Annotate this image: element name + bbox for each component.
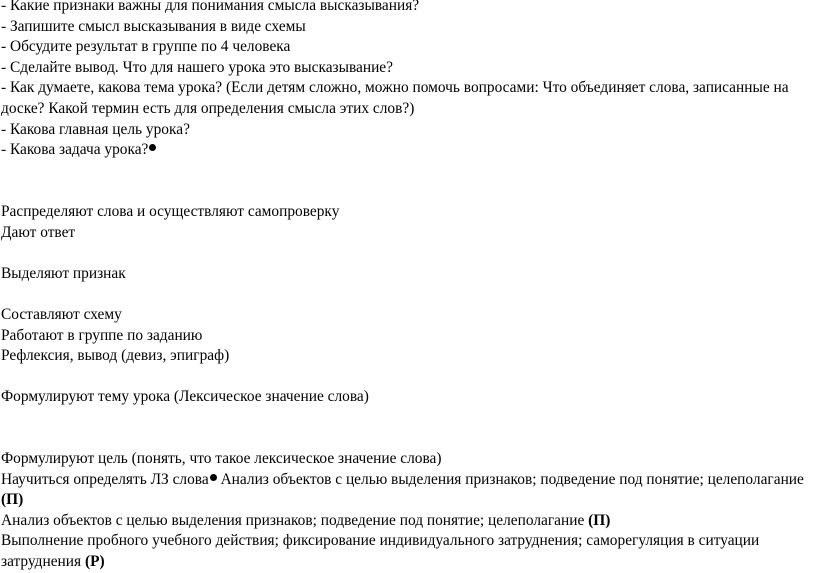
activity-reflection: Рефлексия, вывод (девиз, эпиграф) bbox=[1, 347, 230, 365]
outcome-1-mark: (П) bbox=[1, 491, 24, 509]
question-3: - Обсудите результат в группе по 4 человека bbox=[1, 38, 291, 56]
activity-formulate-goal: Формулируют цель (понять, что такое лексическое значение слова) bbox=[1, 450, 442, 468]
spacer bbox=[1, 161, 813, 202]
outcome-3-mark: (Р) bbox=[84, 553, 105, 571]
question-6: - Какова главная цель урока? bbox=[1, 120, 190, 138]
question-1: - Какие признаки важны для понимания смысла высказывания? bbox=[1, 0, 420, 14]
question-7 bbox=[1, 140, 813, 161]
outcome-1 bbox=[1, 470, 813, 511]
activity-answer: Дают ответ bbox=[1, 223, 76, 241]
bullet-icon bbox=[210, 474, 217, 481]
question-2: - Запишите смысл высказывания в виде схемы bbox=[1, 17, 306, 35]
question-4: - Сделайте вывод. Что для нашего урока это высказывание? bbox=[1, 58, 393, 76]
outcome-3-text: Выполнение пробного учебного действия; фиксирование индивидуального затруднения; саморегуляция в ситуации затруднения bbox=[1, 532, 760, 571]
activity-make-scheme: Составляют схему bbox=[1, 305, 122, 323]
activity-select-feature: Выделяют признак bbox=[1, 264, 126, 282]
outcome-2-text: Анализ объектов с целью выделения признаков; подведение под понятие; целеполагание bbox=[1, 511, 589, 529]
spacer bbox=[1, 284, 813, 305]
outcome-3 bbox=[1, 531, 813, 572]
question-5: - Как думаете, какова тема урока? (Если детям сложно, можно помочь вопросами: Что объединяет слова, записанные на доске? Какой термин есть для определения смысла этих слов?) bbox=[1, 79, 789, 117]
outcome-2 bbox=[1, 511, 813, 532]
question-7-text: - Какова задача урока? bbox=[1, 141, 149, 159]
activity-distribute: Распределяют слова и осуществляют самопроверку bbox=[1, 202, 340, 220]
outcome-2-mark: (П) bbox=[588, 511, 611, 529]
document-page bbox=[1, 0, 813, 573]
spacer bbox=[1, 367, 813, 388]
spacer bbox=[1, 408, 813, 449]
activity-formulate-topic: Формулируют тему урока (Лексическое значение слова) bbox=[1, 388, 369, 406]
outcome-1-text-a: Научиться определять ЛЗ слова bbox=[1, 470, 209, 488]
spacer bbox=[1, 243, 813, 264]
activity-group-work: Работают в группе по заданию bbox=[1, 326, 203, 344]
outcome-1-text-b: Анализ объектов с целью выделения признаков; подведение под понятие; целеполагание bbox=[216, 470, 804, 488]
bullet-icon bbox=[149, 144, 156, 151]
